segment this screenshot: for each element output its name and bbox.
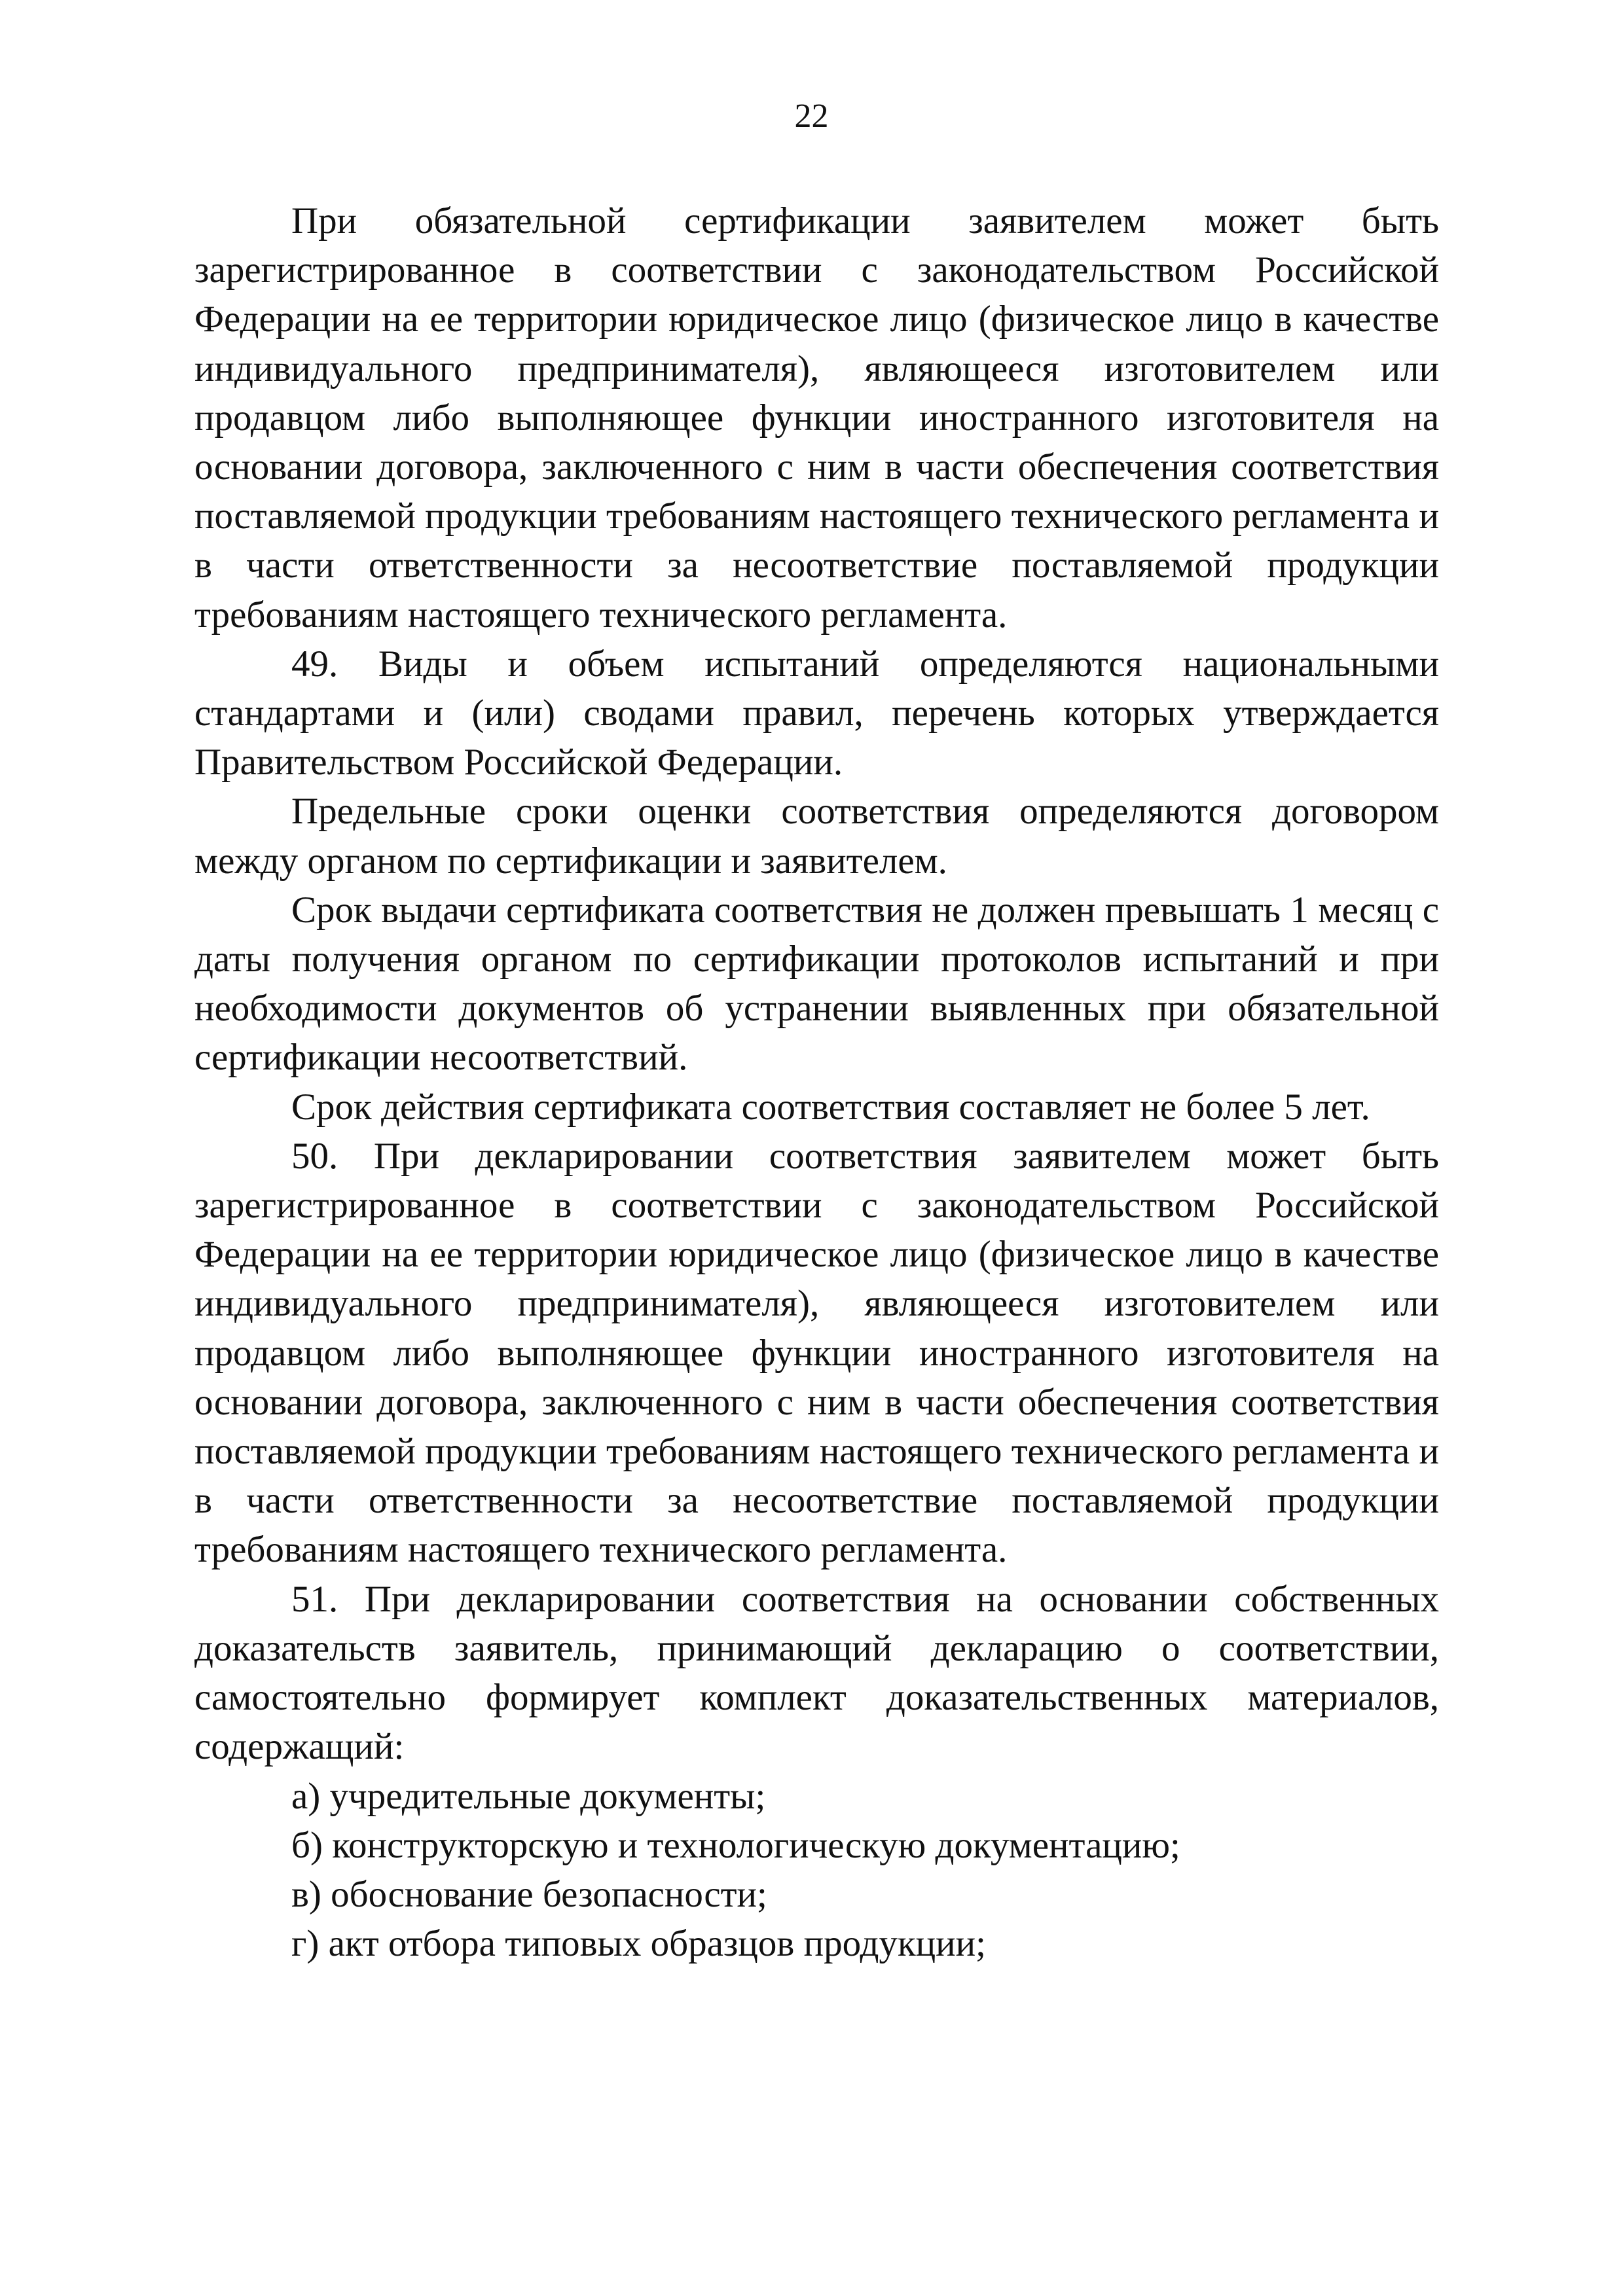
paragraph-assessment-deadlines: Предельные сроки оценки соответствия определяются договором между органом по сертификации и заявителем. (194, 791, 1439, 882)
list-item-a: а) учредительные документы; (291, 1775, 766, 1817)
paragraph-49: 49. Виды и объем испытаний определяются национальными стандартами и (или) сводами правил, перечень которых утверждается Правительством Российской Федерации. (194, 643, 1439, 783)
paragraph-50: 50. При декларировании соответствия заявителем может быть зарегистрированное в соответствии с законодательством Российской Федерации на ее территории юридическое лицо (физическое лицо в качестве индивидуального предпринимателя), являющееся изготовителем или продавцом либо выполняющее функции иностранного изготовителя на основании договора, заключенного с ним в части обеспечения соответствия поставляемой продукции требованиям настоящего технического регламента и в части ответственности за несоответствие поставляемой продукции требованиям настоящего технического регламента. (194, 1135, 1439, 1571)
list-item-b: б) конструкторскую и технологическую документацию; (291, 1824, 1180, 1866)
list-item-g: г) акт отбора типовых образцов продукции; (291, 1923, 986, 1965)
document-body (194, 196, 1439, 1968)
paragraph-mandatory-certification-applicant: При обязательной сертификации заявителем может быть зарегистрированное в соответствии с законодательством Российской Федерации на ее территории юридическое лицо (физическое лицо в качестве индивидуального предпринимателя), являющееся изготовителем или продавцом либо выполняющее функции иностранного изготовителя на основании договора, заключенного с ним в части обеспечения соответствия поставляемой продукции требованиям настоящего технического регламента и в части ответственности за несоответствие поставляемой продукции требованиям настоящего технического регламента. (194, 200, 1439, 636)
paragraph-certificate-validity: Срок действия сертификата соответствия составляет не более 5 лет. (291, 1086, 1370, 1128)
paragraph-51: 51. При декларировании соответствия на основании собственных доказательств заявитель, принимающий декларацию о соответствии, самостоятельно формирует комплект доказательственных материалов, содержащий: (194, 1578, 1439, 1768)
list-item-v: в) обоснование безопасности; (291, 1873, 767, 1915)
paragraph-certificate-issue-term: Срок выдачи сертификата соответствия не должен превышать 1 месяц с даты получения органом по сертификации протоколов испытаний и при необходимости документов об устранении выявленных при обязательной сертификации несоответствий. (194, 889, 1439, 1079)
page-number: 22 (794, 98, 829, 135)
